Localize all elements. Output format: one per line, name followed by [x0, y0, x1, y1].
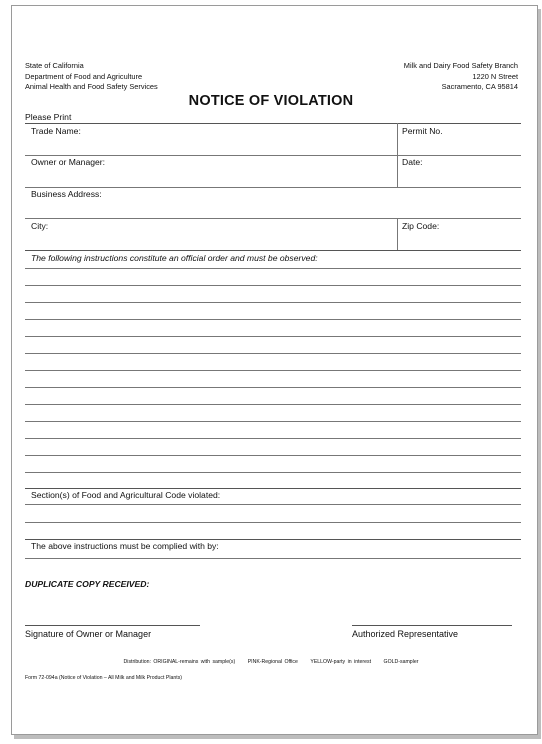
writing-line	[25, 504, 521, 505]
agency-line: Department of Food and Agriculture	[25, 71, 143, 81]
writing-line	[25, 302, 521, 303]
agency-block	[25, 61, 158, 93]
branch-line: Sacramento, CA 95814	[441, 82, 518, 91]
distribution-item: PINK-Regional Office	[247, 659, 298, 665]
duplicate-copy-label: DUPLICATE COPY RECEIVED:	[25, 579, 150, 589]
writing-line	[25, 353, 521, 354]
column-divider	[397, 123, 398, 187]
divider	[25, 250, 521, 251]
sections-violated-label: Section(s) of Food and Agricultural Code violated:	[31, 490, 221, 500]
writing-line	[25, 421, 521, 422]
form-title: NOTICE OF VIOLATION	[188, 93, 354, 109]
distribution-item: Distribution: ORIGINAL-remains with sample(s)	[123, 659, 236, 665]
agency-line: Animal Health and Food Safety Services	[25, 82, 158, 91]
writing-line	[25, 522, 521, 523]
writing-line	[25, 336, 521, 337]
writing-line	[25, 558, 521, 559]
divider	[25, 155, 521, 156]
distribution-note	[12, 659, 530, 665]
business-address-label: Business Address:	[31, 189, 102, 199]
divider	[25, 488, 521, 489]
trade-name-label: Trade Name:	[31, 126, 81, 136]
city-label: City:	[31, 221, 49, 231]
date-label: Date:	[402, 157, 423, 167]
writing-line	[25, 455, 521, 456]
writing-line	[25, 319, 521, 320]
writing-line	[25, 370, 521, 371]
writing-line	[25, 438, 521, 439]
owner-manager-label: Owner or Manager:	[31, 157, 106, 167]
column-divider	[397, 218, 398, 250]
writing-line	[25, 285, 521, 286]
divider	[25, 123, 521, 124]
divider	[25, 187, 521, 188]
writing-line	[25, 472, 521, 473]
owner-signature-line	[25, 625, 200, 626]
branch-address-block	[404, 61, 518, 93]
representative-signature-line	[352, 625, 512, 626]
representative-signature-label: Authorized Representative	[352, 629, 459, 639]
agency-line: State of California	[25, 61, 84, 70]
distribution-item: YELLOW-party in interest	[310, 659, 372, 665]
writing-line	[25, 404, 521, 405]
branch-line: 1220 N Street	[472, 71, 518, 81]
permit-no-label: Permit No.	[402, 126, 443, 136]
divider	[25, 539, 521, 540]
instructions-label: The following instructions constitute an official order and must be observed:	[31, 253, 318, 263]
zip-code-label: Zip Code:	[402, 221, 440, 231]
divider	[25, 218, 521, 219]
writing-line	[25, 387, 521, 388]
please-print-note: Please Print	[25, 112, 72, 122]
form-number: Form 72-094a (Notice of Violation – All Milk and Milk Product Plants)	[25, 675, 183, 681]
comply-by-label: The above instructions must be complied with by:	[31, 541, 219, 551]
branch-line: Milk and Dairy Food Safety Branch	[403, 61, 518, 70]
distribution-item: GOLD-sampler	[383, 659, 419, 665]
writing-line	[25, 268, 521, 269]
form-page	[11, 5, 538, 735]
owner-signature-label: Signature of Owner or Manager	[25, 629, 152, 639]
